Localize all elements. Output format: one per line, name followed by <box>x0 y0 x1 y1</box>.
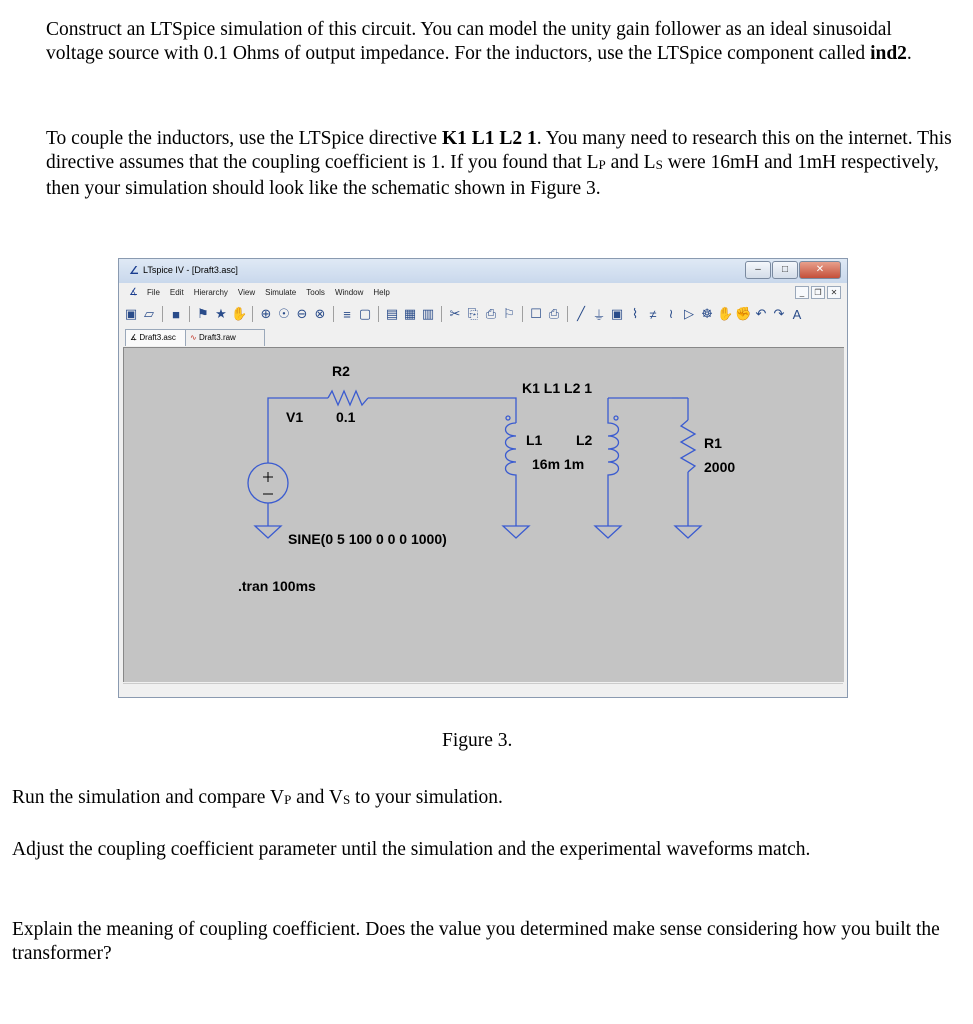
p3-sub-s: S <box>342 792 351 807</box>
mdi-minimize-button[interactable]: _ <box>795 286 809 299</box>
toolbar <box>123 303 843 325</box>
print-icon[interactable]: ⎙ <box>548 306 560 321</box>
menu-window[interactable]: Window <box>334 288 364 297</box>
ground-icon[interactable]: ⏚ <box>592 307 606 323</box>
minimize-button[interactable]: – <box>745 261 771 279</box>
ground-r1 <box>675 526 701 538</box>
wire-v1-r2 <box>268 398 328 463</box>
schematic-drawing <box>124 348 844 682</box>
undo-icon[interactable]: ↶ <box>755 306 767 321</box>
maximize-button[interactable]: □ <box>772 261 798 279</box>
p2-text-d: were 16mH and 1mH respectively, then your simulation should look like the schematic shown in Figure 3. <box>46 152 939 199</box>
p1-text-a: Construct an LTSpice simulation of this circuit. You can model the unity gain follower as an ideal sinusoidal voltage source with 0.1 Ohms of output impedance. For the inductors, use the LTSpice component called <box>46 19 892 64</box>
figure-caption: Figure 3. <box>442 730 513 751</box>
p2-bold-directive: K1 L1 L2 1 <box>441 128 537 149</box>
resistor-icon[interactable]: ⌇ <box>631 306 639 321</box>
control-panel-icon[interactable]: ⚑ <box>197 306 209 321</box>
resistor-r1 <box>681 420 695 472</box>
p2-text-c: and L <box>605 152 656 173</box>
instructions-paragraph-5: Explain the meaning of coupling coefficient. Does the value you determined make sense considering how you built the transformer? <box>12 919 940 964</box>
schematic-tab-icon: ∡ <box>130 333 138 342</box>
p3-text-c: to your simulation. <box>350 787 503 808</box>
pan-icon[interactable]: ☉ <box>278 306 290 321</box>
title-bar[interactable] <box>119 259 847 283</box>
p3-text-a: Run the simulation and compare V <box>12 787 285 808</box>
run-icon[interactable]: ★ <box>215 306 227 321</box>
tab-label: Draft3.asc <box>139 333 176 342</box>
cascade-icon[interactable]: ▦ <box>403 306 417 321</box>
l1-label: L1 <box>526 432 543 448</box>
resistor-r2 <box>328 391 368 405</box>
r1-value: 2000 <box>704 459 736 475</box>
menu-view[interactable]: View <box>237 288 256 297</box>
label-net-icon[interactable]: ▣ <box>610 306 624 321</box>
v1-value: SINE(0 5 100 0 0 0 1000) <box>288 531 447 547</box>
menu-tools[interactable]: Tools <box>306 288 325 297</box>
menu-help[interactable]: Help <box>373 288 390 297</box>
p2-sub-p: P <box>598 157 606 172</box>
plus-sign <box>263 472 273 482</box>
r1-label: R1 <box>704 435 722 451</box>
copy-icon[interactable]: ⎘ <box>467 306 479 321</box>
menu-hierarchy[interactable]: Hierarchy <box>193 288 228 297</box>
open-icon[interactable]: ▱ <box>144 306 154 321</box>
menu-file[interactable]: File <box>147 288 160 297</box>
tile-horizontal-icon[interactable]: ▤ <box>385 306 399 321</box>
ltspice-window <box>118 258 848 698</box>
ground-l2 <box>595 526 621 538</box>
window-title: LTspice IV - [Draft3.asc] <box>143 265 238 275</box>
cut-icon[interactable]: ✂ <box>449 306 461 321</box>
ground-v1 <box>255 526 281 538</box>
draw-wire-icon[interactable]: ╱ <box>577 306 585 321</box>
tran-directive: .tran 100ms <box>238 578 316 594</box>
p2-text-a: To couple the inductors, use the LTSpice directive <box>46 128 442 149</box>
zoom-out-icon[interactable]: ⊖ <box>296 306 308 321</box>
instructions-paragraph-4: Adjust the coupling coefficient parameter until the simulation and the experimental waveforms match. <box>12 839 811 860</box>
mdi-close-button[interactable]: ✕ <box>827 286 841 299</box>
coupling-directive: K1 L1 L2 1 <box>522 380 593 396</box>
inductor-l1 <box>506 423 517 526</box>
l2-label: L2 <box>576 432 593 448</box>
p1-bold-ind2: ind2 <box>870 43 907 64</box>
l1-dot <box>506 416 510 420</box>
save-icon[interactable]: ■ <box>172 306 180 322</box>
autorange-icon[interactable]: ≡ <box>343 306 351 322</box>
tab-label: Draft3.raw <box>198 333 236 342</box>
text-icon[interactable]: A <box>792 306 802 322</box>
v1-label: V1 <box>286 409 304 425</box>
inductor-icon[interactable]: ≀ <box>668 306 674 321</box>
halt-icon[interactable]: ✋ <box>231 306 248 321</box>
ground-l1 <box>503 526 529 538</box>
tile-vertical-icon[interactable]: ▥ <box>421 306 435 321</box>
voltage-source-v1 <box>248 463 288 503</box>
status-bar <box>123 683 843 696</box>
tab-draft3-raw[interactable] <box>185 329 265 346</box>
wire-r2-l1 <box>368 398 516 423</box>
paste-icon[interactable]: ⎙ <box>485 306 497 321</box>
menu-simulate[interactable]: Simulate <box>265 288 297 297</box>
diode-icon[interactable]: ▷ <box>684 306 694 321</box>
p3-sub-p: P <box>284 792 292 807</box>
p2-sub-s: S <box>655 157 663 172</box>
new-schematic-icon[interactable]: ▣ <box>124 306 138 321</box>
tab-draft3-asc[interactable] <box>125 329 191 346</box>
l2-dot <box>614 416 618 420</box>
window-controls <box>745 261 841 279</box>
move-icon[interactable]: ✋ <box>717 306 734 321</box>
ltspice-logo-icon: ∠ <box>129 265 139 277</box>
redo-icon[interactable]: ↷ <box>773 306 785 321</box>
zoom-fit-icon[interactable]: ⊗ <box>314 306 326 321</box>
document-tabs <box>123 329 843 347</box>
menu-edit[interactable]: Edit <box>169 288 184 297</box>
zoom-in-icon[interactable]: ⊕ <box>260 306 272 321</box>
close-button[interactable]: ✕ <box>799 261 841 279</box>
schematic-canvas[interactable] <box>123 347 844 682</box>
mdi-restore-button[interactable]: ❐ <box>811 286 825 299</box>
p1-text-b: . <box>906 43 912 64</box>
waveform-tab-icon: ∿ <box>190 333 197 342</box>
drag-icon[interactable]: ✊ <box>735 306 752 321</box>
inductor-values: 16m 1m <box>532 456 585 472</box>
print-setup-icon[interactable]: ☐ <box>530 306 542 321</box>
inductor-l2 <box>608 398 619 526</box>
r2-value: 0.1 <box>336 409 356 425</box>
document-icon: ∡ <box>129 287 138 298</box>
cursor-icon[interactable]: ▢ <box>358 306 372 321</box>
capacitor-icon[interactable]: ≠ <box>649 306 657 322</box>
p3-text-b: and V <box>291 787 343 808</box>
menu-bar <box>119 285 847 301</box>
p2-text-b: . You many need to research this on the internet. This directive assumes that the coupling coefficient is 1. If you found that L <box>46 128 952 173</box>
instructions-paragraph-1 <box>46 18 946 66</box>
instructions-paragraph-2 <box>46 127 956 201</box>
find-icon[interactable]: ⚐ <box>503 306 515 321</box>
r2-label: R2 <box>332 363 350 379</box>
instructions-paragraph-3 <box>12 786 952 812</box>
component-icon[interactable]: ☸ <box>701 306 713 321</box>
